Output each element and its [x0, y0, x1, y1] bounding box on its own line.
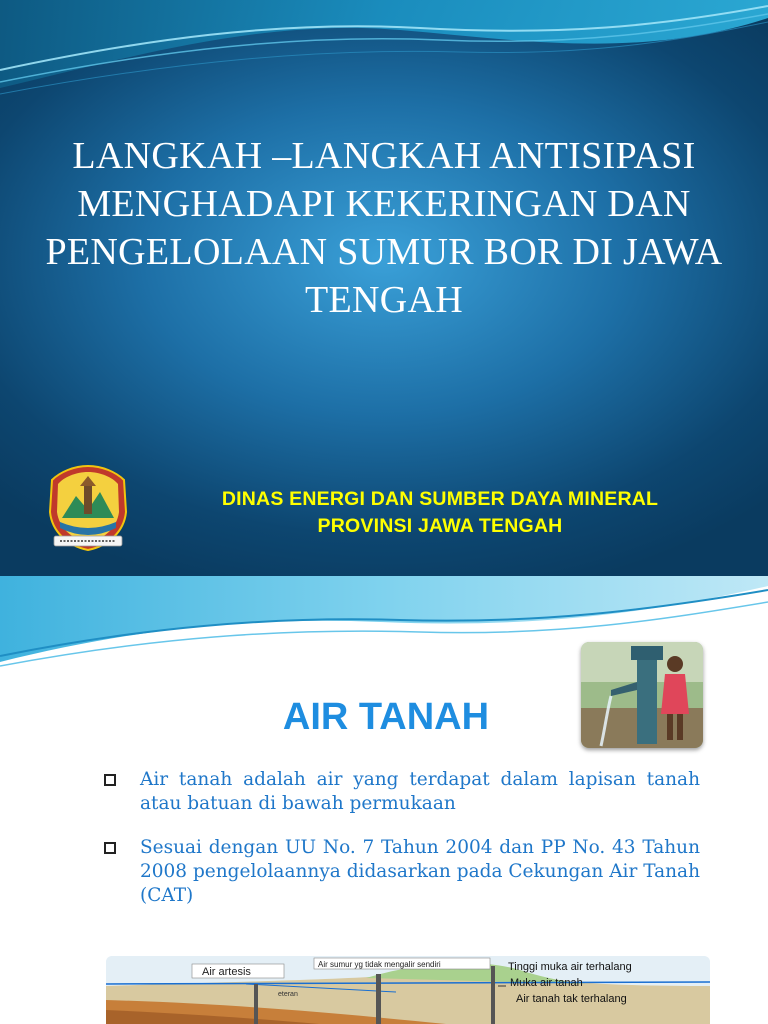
groundwater-diagram — [106, 956, 710, 1024]
diagram-label-right-3: Air tanah tak terhalang — [516, 993, 627, 1005]
bullet-text: Sesuai dengan UU No. 7 Tahun 2004 dan PP No. 43 Tahun 2008 pengelolaannya didasarkan pada Cekungan Air Tanah (CAT) — [140, 837, 700, 906]
title-line-2: MENGHADAPI KEKERINGAN DAN — [77, 183, 691, 225]
header-wave-decoration — [0, 0, 768, 110]
list-item — [104, 836, 700, 908]
section-heading: AIR TANAH — [282, 696, 490, 738]
title-line-1: LANGKAH –LANGKAH ANTISIPASI — [72, 135, 696, 177]
diagram-label-small: eteran — [278, 991, 298, 998]
diagram-label-right-1: Tinggi muka air terhalang — [508, 961, 632, 973]
org-line-1: DINAS ENERGI DAN SUMBER DAYA MINERAL — [221, 488, 659, 510]
title-line-4: TENGAH — [305, 279, 463, 321]
checkbox-bullet-icon — [104, 774, 116, 786]
water-pump-photo — [581, 642, 703, 748]
org-line-2: PROVINSI JAWA TENGAH — [317, 515, 563, 537]
title-line-3: PENGELOLAAN SUMUR BOR DI JAWA — [45, 231, 723, 273]
bullet-list — [104, 768, 700, 928]
bullet-text: Air tanah adalah air yang terdapat dalam lapisan tanah atau batuan di bawah permukaan — [140, 769, 700, 814]
content-slide — [0, 576, 768, 1024]
diagram-label-top: Air sumur yg tidak mengalir sendiri — [318, 960, 441, 969]
diagram-label-right-2: Muka air tanah — [510, 977, 583, 989]
list-item — [104, 768, 700, 816]
organization-name — [150, 486, 730, 540]
checkbox-bullet-icon — [104, 842, 116, 854]
diagram-label-artesis: Air artesis — [202, 966, 251, 978]
jawa-tengah-seal-icon — [46, 462, 130, 552]
slide-title — [0, 132, 768, 324]
